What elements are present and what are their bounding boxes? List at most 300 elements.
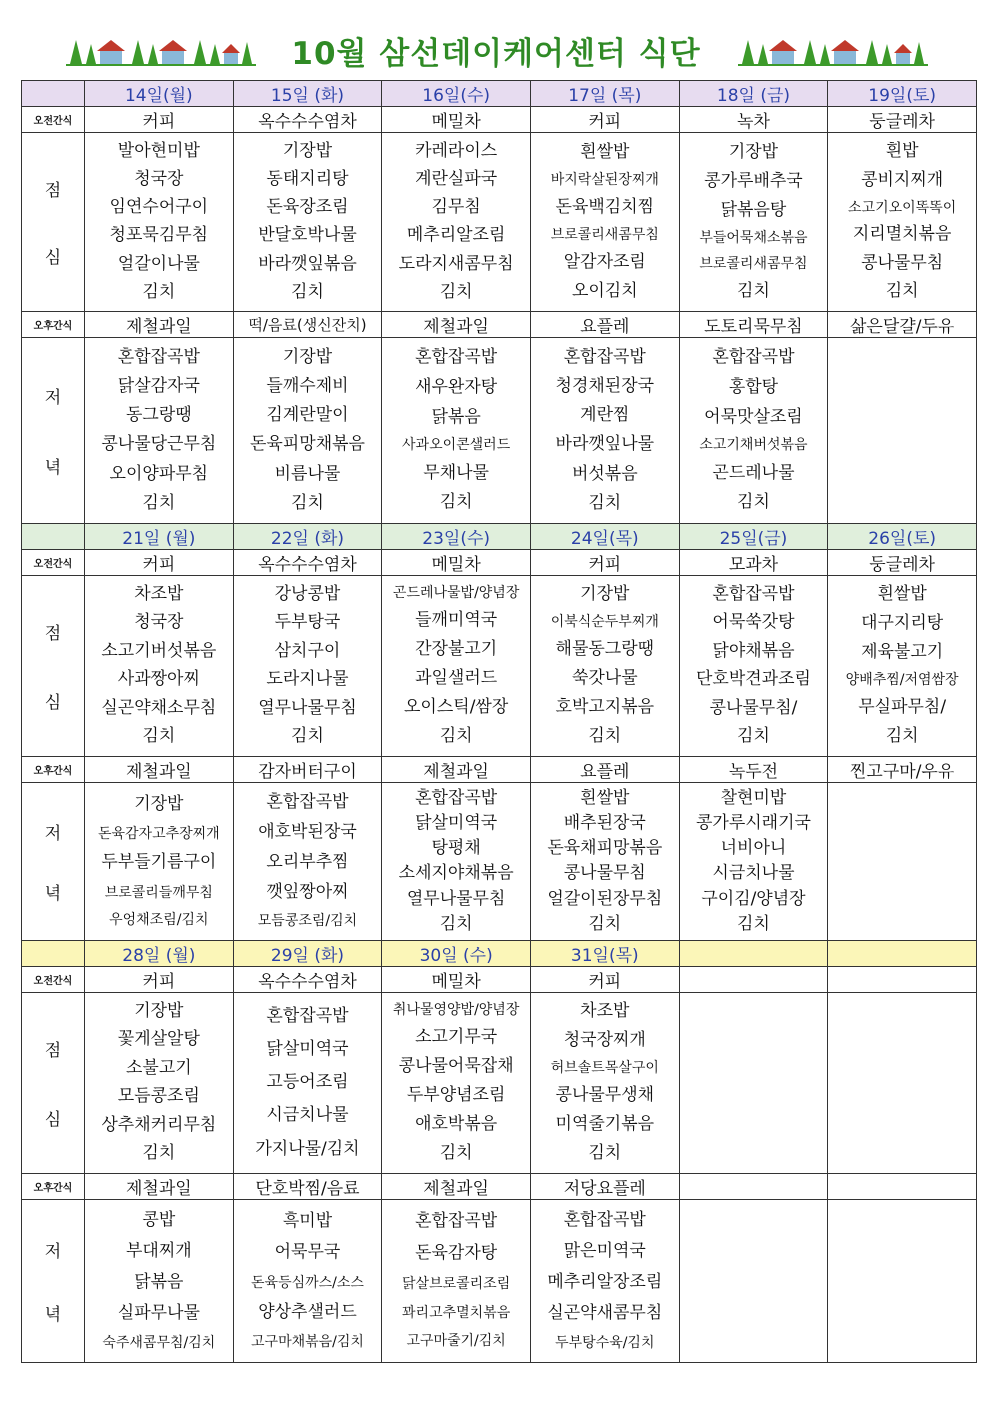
menu-item: 청국장	[134, 612, 184, 633]
menu-table	[21, 80, 977, 1363]
afternoon-snack-label: 오후간식	[22, 757, 85, 783]
lunch-row-label-char: 점	[44, 1041, 62, 1062]
morning-snack-cell: 커피	[85, 550, 234, 576]
lunch-row-cell	[679, 993, 828, 1174]
menu-item: 돈육장조림	[266, 197, 349, 218]
menu-item: 김치	[142, 726, 176, 747]
menu-item: 기장밥	[282, 346, 333, 367]
dinner-row-cell	[530, 338, 679, 524]
menu-item: 쑥갓나물	[571, 668, 638, 688]
menu-item: 김치	[142, 1143, 176, 1164]
menu-item: 해물동그랑땡	[555, 639, 655, 659]
morning-snack-cell: 커피	[85, 107, 234, 133]
menu-item: 기장밥	[134, 1000, 184, 1021]
dinner-row-cell	[85, 783, 234, 941]
afternoon-snack-cell: 제철과일	[85, 757, 234, 783]
morning-snack-cell: 둥글레차	[828, 550, 977, 576]
menu-item: 무실파무침/	[858, 697, 947, 717]
menu-item: 흰쌀밥	[580, 787, 630, 808]
menu-item: 김치	[142, 492, 176, 513]
menu-item: 부들어묵채소볶음	[699, 230, 808, 247]
afternoon-snack-cell: 요플레	[530, 757, 679, 783]
menu-item: 구이김/양념장	[701, 888, 806, 909]
day-header: 24일(목)	[530, 524, 679, 550]
day-header: 22일 (화)	[233, 524, 382, 550]
menu-items	[531, 338, 679, 523]
menu-items	[85, 133, 233, 311]
dinner-row-cell	[233, 783, 382, 941]
morning-snack-cell: 옥수수수염차	[233, 550, 382, 576]
menu-items	[85, 1200, 233, 1362]
afternoon-snack-cell: 단호박찜/음료	[233, 1174, 382, 1200]
menu-item: 김치	[737, 492, 770, 513]
menu-item: 도라지새콤무침	[398, 253, 514, 274]
menu-item: 오이김치	[571, 280, 638, 301]
menu-item: 김치	[885, 726, 919, 746]
menu-items	[382, 993, 530, 1173]
menu-item: 이북식순두부찌개	[550, 614, 659, 631]
morning-snack-cell	[828, 967, 977, 993]
date-row	[22, 941, 977, 967]
menu-item: 청포묵김무침	[109, 225, 209, 246]
morning-snack-cell: 녹차	[679, 107, 828, 133]
menu-item: 실곤약채소무침	[101, 697, 217, 718]
menu-item: 돈육채피망볶음	[547, 838, 663, 859]
dinner-row-cell	[679, 338, 828, 524]
lunch-row-cell	[828, 993, 977, 1174]
menu-item: 흑미밥	[282, 1210, 333, 1231]
menu-items	[85, 783, 233, 940]
afternoon-snack-cell	[828, 1174, 977, 1200]
dinner-row-label-text	[22, 338, 84, 523]
dinner-row-cell	[828, 783, 977, 941]
dinner-row-label-char: 저	[44, 1242, 62, 1263]
lunch-row-cell	[679, 576, 828, 757]
lunch-row-label-text	[22, 133, 84, 311]
page-title: 10월 삼선데이케어센터 식단	[291, 36, 701, 72]
dinner-row-cell	[679, 783, 828, 941]
dinner-row	[22, 783, 977, 941]
menu-item: 고구마채볶음/김치	[251, 1334, 364, 1351]
menu-items	[382, 338, 530, 523]
afternoon-snack-row	[22, 1174, 977, 1200]
menu-item: 청국장찌개	[563, 1030, 646, 1051]
menu-item: 혼합잡곡밥	[712, 583, 795, 604]
menu-item: 사과오이콘샐러드	[402, 437, 511, 454]
menu-items	[531, 576, 679, 756]
menu-item: 곤드레나물	[712, 462, 795, 483]
menu-items	[234, 133, 382, 311]
lunch-row-label-text	[22, 993, 84, 1173]
menu-item: 어묵맛살조림	[704, 406, 803, 427]
menu-item: 김치	[588, 492, 622, 513]
lunch-row-label	[22, 133, 85, 312]
menu-item: 콩가루배추국	[704, 170, 803, 191]
day-header: 17일 (목)	[530, 81, 679, 107]
menu-item: 흰밥	[885, 141, 919, 162]
menu-items	[382, 1200, 530, 1362]
lunch-row-cell	[382, 576, 531, 757]
dinner-row-cell	[828, 338, 977, 524]
menu-item: 오리부추찜	[266, 852, 349, 873]
afternoon-snack-row	[22, 757, 977, 783]
day-header: 28일 (월)	[85, 941, 234, 967]
menu-item: 어묵쑥갓탕	[712, 612, 795, 633]
menu-item: 기장밥	[728, 141, 779, 162]
day-header: 16일(수)	[382, 81, 531, 107]
menu-item: 혼합잡곡밥	[415, 787, 498, 808]
menu-item: 김치	[588, 913, 622, 934]
menu-item: 카레라이스	[415, 140, 498, 161]
menu-item: 두부양념조림	[406, 1085, 506, 1105]
menu-item: 김치	[885, 281, 919, 302]
menu-item: 김치	[588, 726, 622, 746]
menu-item: 들깨미역국	[415, 610, 498, 630]
menu-item: 콩나물무침/	[709, 697, 798, 718]
menu-item: 콩가루시래기국	[695, 812, 811, 833]
menu-item: 소고기버섯볶음	[101, 640, 217, 661]
morning-snack-label: 오전간식	[22, 550, 85, 576]
menu-items	[680, 783, 828, 940]
menu-item: 얼갈이나물	[117, 253, 200, 274]
menu-item: 혼합잡곡밥	[563, 346, 646, 367]
menu-item: 김치	[142, 281, 176, 302]
dinner-row-cell	[530, 783, 679, 941]
dinner-row-cell	[233, 1200, 382, 1363]
menu-item: 차조밥	[580, 1001, 630, 1022]
menu-item: 닭볶음	[134, 1271, 184, 1292]
morning-snack-cell: 옥수수수염차	[233, 107, 382, 133]
afternoon-snack-cell: 요플레	[530, 312, 679, 338]
menu-items	[382, 133, 530, 311]
afternoon-snack-cell: 제철과일	[382, 1174, 531, 1200]
menu-item: 돈육등심까스/소스	[251, 1274, 364, 1291]
menu-item: 취나물영양밥/양념장	[392, 1002, 520, 1019]
menu-item: 모듬콩조림/김치	[257, 913, 358, 930]
menu-items	[680, 338, 828, 523]
menu-items	[85, 993, 233, 1173]
menu-item: 깻잎짱아찌	[266, 882, 349, 903]
menu-item: 꽃게살알탕	[117, 1029, 200, 1050]
morning-snack-cell: 모과차	[679, 550, 828, 576]
menu-item: 김치	[291, 281, 324, 302]
menu-items	[531, 133, 679, 311]
menu-item: 제육불고기	[861, 642, 944, 663]
dinner-row	[22, 338, 977, 524]
menu-item: 찰현미밥	[720, 787, 787, 808]
menu-items	[234, 338, 382, 523]
menu-item: 돈육피망채볶음	[250, 434, 365, 455]
menu-item: 소세지야채볶음	[398, 863, 514, 884]
menu-item: 닭볶음탕	[720, 200, 787, 221]
menu-items	[828, 338, 976, 523]
menu-item: 탕평채	[431, 838, 481, 859]
lunch-row-cell	[233, 576, 382, 757]
menu-item: 어묵무국	[274, 1242, 341, 1263]
day-header: 26일(토)	[828, 524, 977, 550]
morning-snack-cell: 커피	[530, 550, 679, 576]
menu-item: 맑은미역국	[563, 1241, 646, 1262]
afternoon-snack-label: 오후간식	[22, 1174, 85, 1200]
morning-snack-cell: 메밀차	[382, 967, 531, 993]
menu-item: 호박고지볶음	[555, 697, 655, 717]
menu-item: 김치	[737, 280, 770, 301]
menu-item: 혼합잡곡밥	[117, 346, 200, 367]
dinner-row-label	[22, 783, 85, 941]
menu-item: 브로콜리새콤무침	[699, 256, 808, 273]
menu-item: 콩나물어묵잡채	[398, 1056, 514, 1076]
menu-item: 오이양파무침	[109, 463, 209, 484]
lunch-row-cell	[530, 576, 679, 757]
lunch-row	[22, 576, 977, 757]
afternoon-snack-label: 오후간식	[22, 312, 85, 338]
menu-item: 시금치나물	[266, 1105, 349, 1126]
dinner-row-cell	[828, 1200, 977, 1363]
lunch-row-cell	[382, 133, 531, 312]
afternoon-snack-cell: 떡/음료(생신잔치)	[233, 312, 382, 338]
dinner-row-label-text	[22, 1200, 84, 1362]
lunch-row-cell	[85, 576, 234, 757]
menu-item: 혼합잡곡밥	[266, 1005, 349, 1026]
menu-item: 열무나물무침	[406, 888, 506, 909]
menu-item: 얼갈이된장무침	[547, 888, 663, 909]
menu-item: 허브솔트목살구이	[550, 1060, 659, 1077]
menu-item: 미역줄기볶음	[555, 1114, 655, 1134]
menu-items	[382, 783, 530, 940]
menu-item: 돈육감자탕	[415, 1243, 498, 1264]
menu-item: 기장밥	[580, 584, 630, 605]
lunch-row-label-char: 심	[44, 692, 62, 713]
menu-items	[828, 1200, 976, 1362]
menu-item: 김무침	[431, 197, 481, 218]
lunch-row-cell	[233, 993, 382, 1174]
menu-item: 브로콜리새콤무침	[550, 226, 659, 243]
menu-items	[234, 783, 382, 940]
menu-item: 양배추찜/저염쌈장	[845, 672, 959, 689]
afternoon-snack-cell: 감자버터구이	[233, 757, 382, 783]
date-row	[22, 524, 977, 550]
menu-item: 브로콜리들깨무침	[104, 884, 213, 901]
menu-item: 혼합잡곡밥	[563, 1210, 646, 1231]
menu-items	[85, 338, 233, 523]
afternoon-snack-cell: 녹두전	[679, 757, 828, 783]
menu-item: 부대찌개	[125, 1241, 192, 1262]
afternoon-snack-cell: 제철과일	[85, 1174, 234, 1200]
dinner-row-label-text	[22, 783, 84, 940]
menu-item: 버섯볶음	[571, 463, 638, 484]
morning-snack-cell: 메밀차	[382, 107, 531, 133]
menu-item: 콩비지찌개	[861, 169, 944, 190]
menu-item: 김치	[439, 726, 473, 746]
menu-items	[680, 993, 828, 1173]
menu-item: 콩나물당근무침	[101, 434, 217, 455]
menu-items	[828, 133, 976, 311]
menu-item: 콩나물무침	[861, 252, 944, 273]
day-header: 29일 (화)	[233, 941, 382, 967]
menu-items	[234, 576, 382, 756]
menu-item: 기장밥	[134, 793, 184, 814]
morning-snack-cell: 커피	[530, 967, 679, 993]
menu-items	[382, 576, 530, 756]
menu-item: 김계란말이	[266, 405, 349, 426]
date-row-label	[22, 524, 85, 550]
menu-item: 삼치구이	[274, 640, 341, 661]
menu-item: 임연수어구이	[109, 197, 209, 218]
afternoon-snack-cell: 제철과일	[382, 312, 531, 338]
morning-snack-row	[22, 967, 977, 993]
morning-snack-cell: 메밀차	[382, 550, 531, 576]
menu-item: 김치	[737, 726, 770, 747]
dinner-row-cell	[85, 338, 234, 524]
menu-items	[828, 993, 976, 1173]
menu-item: 콩나물무침	[563, 863, 646, 884]
menu-item: 청경채된장국	[555, 375, 655, 396]
lunch-row-cell	[679, 133, 828, 312]
dinner-row-cell	[382, 1200, 531, 1363]
menu-item: 곤드레나물밥/양념장	[392, 585, 520, 602]
day-header: 14일(월)	[85, 81, 234, 107]
lunch-row-label-text	[22, 576, 84, 756]
menu-item: 모듬콩조림	[117, 1086, 200, 1107]
lunch-row-label-char: 심	[44, 248, 62, 269]
menu-item: 너비아니	[720, 838, 787, 859]
menu-item: 열무나물무침	[258, 697, 357, 718]
day-header	[679, 941, 828, 967]
menu-item: 김치	[291, 726, 324, 747]
menu-items	[234, 1200, 382, 1362]
menu-item: 대구지리탕	[861, 613, 944, 634]
menu-item: 동태지리탕	[266, 168, 349, 189]
date-row	[22, 81, 977, 107]
menu-item: 김치	[439, 913, 473, 934]
dinner-row-label-char: 저	[44, 823, 62, 844]
dinner-row-label	[22, 1200, 85, 1363]
afternoon-snack-cell: 저당요플레	[530, 1174, 679, 1200]
menu-item: 기장밥	[282, 140, 333, 161]
dinner-row	[22, 1200, 977, 1363]
lunch-row-cell	[828, 576, 977, 757]
house-tree-decoration-right-icon	[738, 36, 928, 66]
menu-items	[680, 576, 828, 756]
menu-item: 홍합탕	[728, 376, 779, 397]
lunch-row-cell	[85, 133, 234, 312]
menu-item: 소고기채버섯볶음	[699, 437, 808, 454]
menu-item: 과일샐러드	[415, 668, 498, 688]
menu-item: 닭살미역국	[266, 1038, 349, 1059]
lunch-row-label	[22, 993, 85, 1174]
afternoon-snack-cell: 제철과일	[382, 757, 531, 783]
day-header: 21일 (월)	[85, 524, 234, 550]
dinner-row-label	[22, 338, 85, 524]
menu-item: 두부탕국	[274, 612, 341, 633]
menu-item: 단호박견과조림	[695, 669, 811, 690]
menu-item: 소고기오이똑똑이	[848, 199, 957, 216]
menu-item: 바라깻잎나물	[555, 434, 655, 455]
date-row-label	[22, 941, 85, 967]
menu-item: 들깨수제비	[266, 375, 349, 396]
menu-item: 소불고기	[125, 1057, 192, 1078]
menu-item: 새우완자탕	[415, 376, 498, 397]
dinner-row-cell	[530, 1200, 679, 1363]
date-row-label	[22, 81, 85, 107]
lunch-row-label-char: 점	[44, 180, 62, 201]
dinner-row-cell	[382, 338, 531, 524]
menu-item: 사과짱아찌	[117, 669, 200, 690]
day-header: 23일(수)	[382, 524, 531, 550]
menu-item: 알감자조림	[563, 251, 646, 272]
lunch-row-cell	[233, 133, 382, 312]
lunch-row-label-char: 점	[44, 624, 62, 645]
morning-snack-row	[22, 550, 977, 576]
menu-item: 김치	[737, 913, 770, 934]
menu-item: 가지나물/김치	[255, 1138, 360, 1159]
day-header: 19일(토)	[828, 81, 977, 107]
morning-snack-cell: 커피	[530, 107, 679, 133]
menu-item: 차조밥	[134, 583, 184, 604]
lunch-row-label-char: 심	[44, 1109, 62, 1130]
menu-item: 김치	[439, 1143, 473, 1163]
lunch-row-cell	[382, 993, 531, 1174]
menu-item: 양상추샐러드	[258, 1301, 357, 1322]
menu-item: 배추된장국	[563, 812, 646, 833]
header	[0, 22, 992, 78]
lunch-row	[22, 993, 977, 1174]
menu-item: 두부탕수육/김치	[555, 1334, 655, 1351]
menu-item: 바라깻잎볶음	[258, 253, 357, 274]
menu-items	[531, 783, 679, 940]
menu-item: 닭야채볶음	[712, 640, 795, 661]
menu-item: 발아현미밥	[117, 140, 200, 161]
menu-item: 동그랑땡	[125, 405, 192, 426]
dinner-row-cell	[233, 338, 382, 524]
menu-item: 김치	[439, 281, 473, 302]
menu-item: 소고기무국	[415, 1027, 498, 1047]
menu-item: 메추리알조림	[406, 225, 506, 246]
menu-item: 메추리알장조림	[547, 1271, 663, 1292]
menu-item: 혼합잡곡밥	[266, 792, 349, 813]
menu-item: 도라지나물	[266, 669, 349, 690]
day-header: 18일 (금)	[679, 81, 828, 107]
lunch-row-cell	[530, 993, 679, 1174]
menu-item: 애호박볶음	[415, 1114, 498, 1134]
menu-item: 간장불고기	[415, 639, 498, 659]
menu-item: 시금치나물	[712, 863, 795, 884]
menu-item: 비름나물	[274, 463, 341, 484]
menu-item: 고등어조림	[266, 1072, 349, 1093]
menu-items	[531, 993, 679, 1173]
morning-snack-cell: 커피	[85, 967, 234, 993]
menu-item: 강낭콩밥	[274, 583, 341, 604]
menu-item: 혼합잡곡밥	[415, 347, 498, 368]
menu-item: 두부들기름구이	[101, 852, 217, 873]
lunch-row-label	[22, 576, 85, 757]
menu-items	[85, 576, 233, 756]
afternoon-snack-cell	[679, 1174, 828, 1200]
menu-item: 청국장	[134, 168, 184, 189]
menu-item: 김치	[588, 1143, 622, 1163]
menu-items	[531, 1200, 679, 1362]
morning-snack-label: 오전간식	[22, 967, 85, 993]
lunch-row-cell	[530, 133, 679, 312]
day-header: 31일(목)	[530, 941, 679, 967]
menu-item: 닭볶음	[431, 406, 481, 427]
menu-item: 바지락살된장찌개	[550, 171, 659, 188]
menu-item: 계란실파국	[415, 168, 498, 189]
menu-item: 흰쌀밥	[877, 584, 927, 605]
afternoon-snack-cell: 찐고구마/우유	[828, 757, 977, 783]
menu-item: 김치	[439, 492, 473, 513]
dinner-row-cell	[382, 783, 531, 941]
